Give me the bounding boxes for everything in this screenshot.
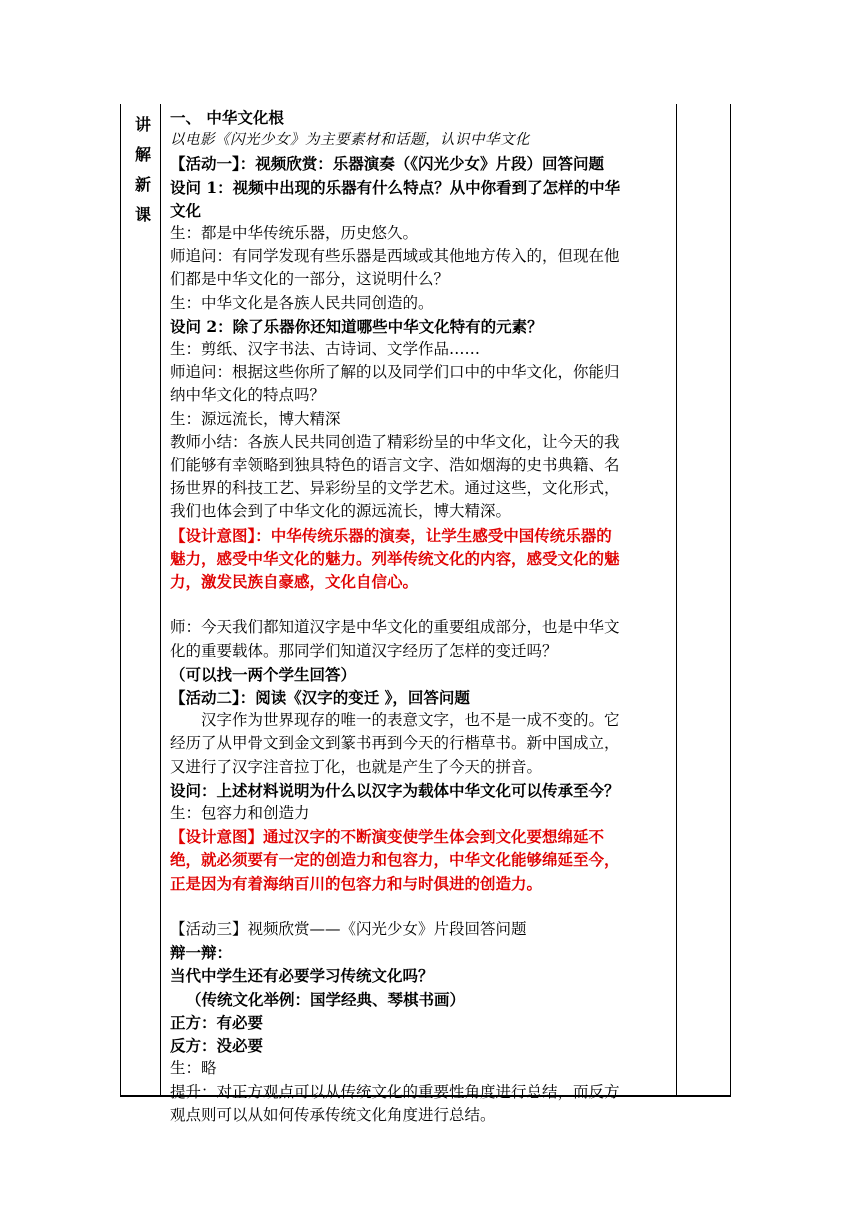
text-line: 以电影《闪光少女》为主要素材和话题，认识中华文化: [170, 132, 530, 149]
text-line: 设问 2：除了乐器你还知道哪些中华文化特有的元素？: [170, 316, 543, 336]
text-line: 生：剪纸、汉字书法、古诗词、文学作品……: [170, 340, 481, 359]
text-line: 设问：上述材料说明为什么以汉字为载体中华文化可以传承至今？: [170, 780, 620, 800]
text-line: 我们也体会到了中华文化的源远流长，博大精深。: [170, 502, 512, 521]
text-line: 设问 1：视频中出现的乐器有什么特点？从中你看到了怎样的中华: [170, 177, 621, 197]
text-line: （传统文化举例：国学经典、琴棋书画）: [186, 989, 466, 1009]
text-line: （可以找一两个学生回答）: [170, 664, 357, 684]
text-line: 【活动三】视频欣赏——《闪光少女》片段回答问题: [170, 920, 527, 939]
text-line: 【设计意图】：中华传统乐器的演奏，让学生感受中国传统乐器的: [170, 525, 612, 545]
text-line: 正方：有必要: [170, 1012, 264, 1032]
text-line: 化的重要载体。那同学们知道汉字经历了怎样的变迁吗？: [170, 641, 558, 660]
text-line: 汉字作为世界现存的唯一的表意文字，也不是一成不变的。它: [201, 711, 620, 730]
text-line: 提升：对正方观点可以从传统文化的重要性角度进行总结，而反方: [170, 1082, 620, 1101]
text-line: 【活动一】：视频欣赏：乐器演奏（《闪光少女》片段）回答问题: [170, 154, 605, 174]
text-line: 教师小结：各族人民共同创造了精彩纷呈的中华文化，让今天的我: [170, 432, 620, 451]
text-line: 【活动二】：阅读《汉字的变迁 》，回答问题: [170, 688, 470, 708]
lesson-table: [120, 104, 731, 1124]
text-line: 师：今天我们都知道汉字是中华文化的重要组成部分，也是中华文: [170, 618, 620, 637]
blank-line: [170, 895, 675, 918]
text-line: 纳中华文化的特点吗？: [170, 386, 326, 405]
text-line: 绝，就必须要有一定的创造力和包容力，中华文化能够绵延至今，: [170, 850, 620, 870]
text-line: 正是因为有着海纳百川的包容力和与时俱进的创造力。: [170, 873, 543, 893]
text-line: 生：都是中华传统乐器，历史悠久。: [170, 224, 419, 243]
text-line: 反方：没必要: [170, 1036, 264, 1056]
text-line: 当代中学生还有必要学习传统文化吗？: [170, 966, 434, 986]
text-line: 【设计意图】通过汉字的不断演变使学生体会到文化要想绵延不: [170, 827, 605, 847]
text-line: 又进行了汉字注音拉丁化，也就是产生了今天的拼音。: [170, 757, 543, 776]
text-line: 文化: [170, 200, 202, 220]
text-line: 生：包容力和创造力: [170, 804, 310, 823]
table-border-label: [160, 104, 161, 1097]
text-line: 师追问：有同学发现有些乐器是西域或其他地方传入的，但现在他: [170, 247, 620, 266]
text-line: 师追问：根据这些你所了解的以及同学们口中的中华文化，你能归: [170, 363, 620, 382]
text-line: 生：源远流长，博大精深: [170, 409, 341, 428]
section-label: [132, 110, 154, 230]
table-border-notes: [676, 104, 677, 1097]
text-line: 一、 中华文化根: [170, 108, 284, 127]
text-line: 生：略: [170, 1059, 217, 1078]
text-line: 力，激发民族自豪感，文化自信心。: [170, 572, 419, 592]
text-line: 们能够有幸领略到独具特色的语言文字、浩如烟海的史书典籍、名: [170, 456, 620, 475]
section-label-char: 课: [134, 205, 151, 224]
section-label-char: 讲: [134, 115, 151, 134]
table-border-right: [730, 104, 731, 1097]
section-label-char: 新: [134, 175, 151, 194]
text-line: 生：中华文化是各族人民共同创造的。: [170, 293, 434, 312]
text-line: 们都是中华文化的一部分，这说明什么？: [170, 270, 450, 289]
table-border-left: [120, 104, 121, 1097]
blank-line: [170, 593, 675, 616]
text-line: 辩一辩：: [170, 943, 233, 963]
text-line: 经历了从甲骨文到金文到篆书再到今天的行楷草书。新中国成立，: [170, 734, 620, 753]
text-line: 扬世界的科技工艺、异彩纷呈的文学艺术。通过这些，文化形式，: [170, 479, 620, 498]
section-label-char: 解: [134, 145, 151, 164]
lesson-content: [170, 106, 675, 1127]
text-line: 观点则可以从如何传承传统文化角度进行总结。: [170, 1105, 496, 1124]
text-line: 魅力，感受中华文化的魅力。列举传统文化的内容，感受文化的魅: [170, 548, 620, 568]
